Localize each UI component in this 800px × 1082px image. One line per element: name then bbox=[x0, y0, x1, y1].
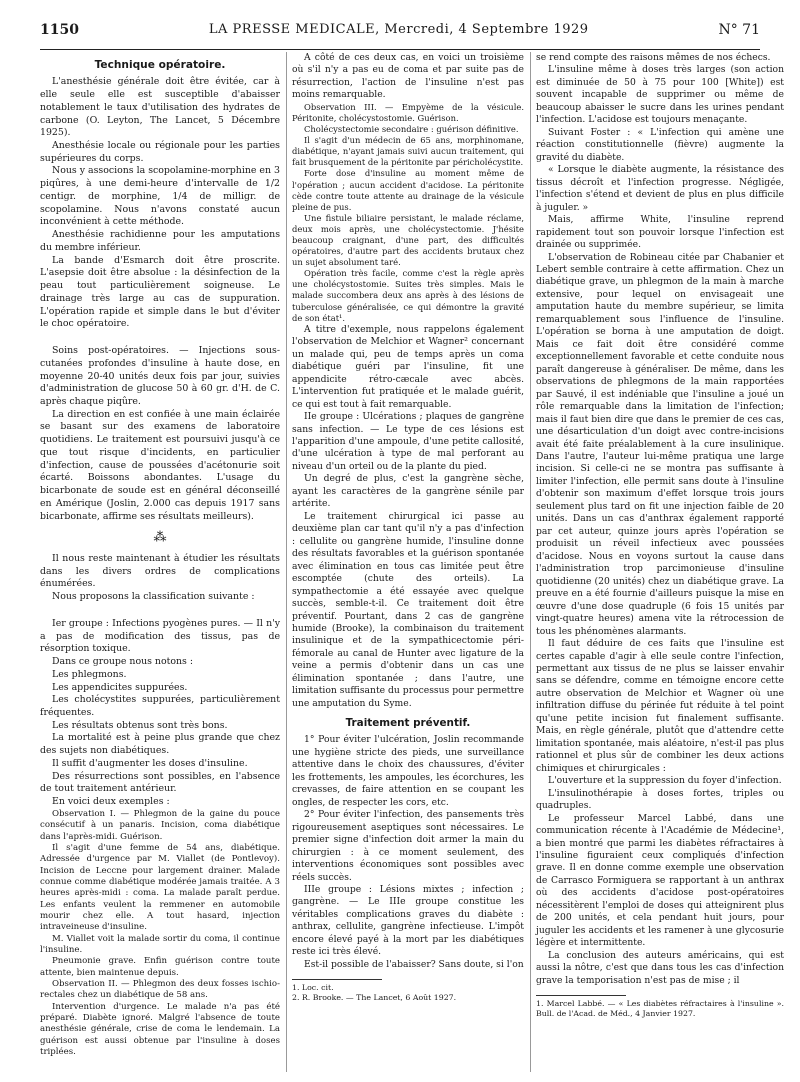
column-3 bbox=[536, 52, 784, 1019]
paragraph: Nous proposons la classification suivante : bbox=[52, 591, 255, 603]
spacer bbox=[40, 331, 280, 345]
paragraph: L'insuline même à doses très larges (son action est diminuée de 50 à 75 pour 100 [White]) est souvent incapable de supprimer ou même de beaucoup abaisser le sucre dans les urines pendant l'infection. L'acidose est toujours menaçante. bbox=[536, 64, 784, 126]
paragraph: se rend compte des raisons mêmes de nos échecs. bbox=[536, 52, 771, 63]
paragraph: Suivant Foster : « L'infection qui amène une réaction constitutionnelle (fièvre) augmente la gravité du diabète. bbox=[536, 126, 784, 163]
journal-title: LA PRESSE MEDICALE, Mercredi, 4 Septembre 1929 bbox=[208, 22, 589, 37]
observation-paragraph: Pneumonie grave. Enfin guérison contre toute attente, bien maintenue depuis. bbox=[40, 956, 280, 978]
observation-paragraph: M. Viallet voit la malade sortir du coma, il continue l'insuline. bbox=[40, 933, 280, 955]
paragraph: A côté de ces deux cas, en voici un troisième où s'il n'y a pas eu de coma et par suite pas de résurrection, l'action de l'insuline n'est pas moins remarquable. bbox=[292, 52, 524, 101]
section-heading: Traitement préventif. bbox=[345, 717, 471, 730]
page-header bbox=[40, 10, 760, 50]
paragraph: L'anesthésie générale doit être évitée, car à elle seule elle est susceptible d'abaisser notablement le taux d'utilisation des hydrates de carbone (O. Leyton, The Lancet, 5 Décembre 1925). bbox=[40, 76, 280, 139]
footnote-rule bbox=[536, 995, 626, 996]
paragraph: Dans ce groupe nous notons : bbox=[52, 656, 194, 668]
observation-paragraph: Il s'agit d'une femme de 54 ans, diabétique. Adressée d'urgence par M. Viallet (de Pontlevoy). Incision de Leccne pour largement drainer. Malade connue comme diabétique modérée jamais traitée. A 3 heures après-midi : coma. La malade paraît perdue. Les enfants veulent la remmener en automobile mourir chez elle. A tout hasard, injection intraveineuse d'insuline. bbox=[40, 842, 280, 933]
observation-paragraph: Cholécystectomie secondaire : guérison définitive. bbox=[304, 124, 519, 135]
page-number: 1150 bbox=[40, 21, 79, 38]
section-break: ⁂ bbox=[153, 530, 167, 546]
column-divider bbox=[530, 52, 531, 1072]
paragraph: Nous y associons la scopolamine-morphine en 3 piqûres, à une demi-heure d'intervalle de 1/2 centigr. de morphine, 1/4 de milligr. de scopolamine. Nous n'avons constaté aucun inconvénient à cette méthode. bbox=[40, 165, 280, 228]
paragraph: Anesthésie locale ou régionale pour les parties supérieures du corps. bbox=[40, 140, 280, 164]
spacer bbox=[40, 604, 280, 618]
paragraph: Il suffit d'augmenter les doses d'insuline. bbox=[52, 757, 248, 769]
paragraph: La conclusion des auteurs américains, qui est aussi la nôtre, c'est que dans tous les cas d'infection grave la temporisation n'est pas de mise ; il bbox=[536, 949, 784, 986]
paragraph: L'ouverture et la suppression du foyer d'infection. bbox=[548, 775, 782, 787]
paragraph: Les phlegmons. bbox=[52, 668, 127, 680]
footnote: 2. R. Brooke. — The Lancet, 6 Août 1927. bbox=[292, 993, 457, 1003]
paragraph: « Lorsque le diabète augmente, la résistance des tissus décroît et l'infection progresse. Négligée, l'infection s'étend et devient de plus en plus difficile à juguler. » bbox=[536, 164, 784, 213]
footnote-rule bbox=[292, 979, 382, 980]
observation-paragraph: Une fistule biliaire persistant, le malade réclame, deux mois après, une cholécystectomie. J'hésite beaucoup craignant, d'une part, des difficultés opératoires, d'autre part des accidents brutaux chez un sujet absolument taré. bbox=[292, 212, 524, 268]
observation-paragraph: Intervention d'urgence. Le malade n'a pas été préparé. Diabète ignoré. Malgré l'absence de toute anesthésie générale, crise de coma le lendemain. La guérison est aussi obtenue par l'insuline à doses triplées. bbox=[40, 1001, 280, 1058]
paragraph: La direction en est confiée à une main éclairée se basant sur des examens de laboratoire quotidiens. Le traitement est poursuivi jusqu'à ce que tout risque d'incidents, en particulier d'infection, cause de poussées d'acétonurie soit écarté. Boissons abondantes. L'usage du bicarbonate de soude est en général déconseillé en Amérique (Joslin, 2.000 cas depuis 1917 sans bicarbonate, affirme ses résultats meilleurs). bbox=[40, 408, 280, 522]
section-heading: Technique opératoire. bbox=[94, 59, 226, 71]
observation-paragraph: Forte dose d'insuline au moment même de l'opération ; aucun accident d'acidose. La péritonite cède contre toute attente au drainage de la vésicule pleine de pus. bbox=[292, 168, 524, 212]
paragraph: Les cholécystites suppurées, particulièrement fréquentes. bbox=[40, 694, 280, 718]
paragraph: L'observation de Robineau citée par Chabanier et Lebert semble contraire à cette affirmation. Chez un diabétique grave, un phlegmon de la main à marche extensive, pour lequel on envisageait une amputation haute du membre supérieur, se limita remarquablement sous l'influence de l'insuline. L'opération se borna à une amputation de doigt. Mais ce fait doit être considéré comme exceptionnellement favorable et cette conduite nous paraît dangereuse à généraliser. De même, dans les observations de phlegmons de la main rapportées par Sauvé, il est indéniable que l'insuline a joué un rôle remarquable dans la limitation de l'infection; mais il faut bien dire que dans le premier de ces cas, une désarticulation d'un doigt avec contre-incisions avait été faite préalablement à la cure insulinique. Dans l'autre, l'auteur lui-même pratiqua une large incision. Si celle-ci ne se montra pas suffisante à limiter l'infection, elle permit sans doute à l'insuline d'obtenir son maximum d'effet lorsque trois jours seulement plus tard on fit une injection faible de 20 unités. Dans un cas d'anthrax également rapporté par cet auteur, quinze jours après l'opération se produisit un réveil infectieux avec poussées d'acidose. Nous en voyons surtout la cause dans l'administration trop parcimonieuse d'insuline quotidienne (20 unités) chez un diabétique grave. La preuve en a été fournie d'ailleurs puisque la mise en œuvre d'une dose quadruple (6 fois 15 unités par vingt-quatre heures) amena vite la rétrocession de tous les phénomènes alarmants. bbox=[536, 251, 784, 637]
paragraph: Des résurrections sont possibles, en l'absence de tout traitement antérieur. bbox=[40, 770, 280, 795]
observation-paragraph: Observation II. — Phlegmon des deux fosses ischio-rectales chez un diabétique de 58 ans. bbox=[40, 979, 280, 1001]
observation-paragraph: Opération très facile, comme c'est la règle après une cholécystostomie. Suites très simples. Mais le malade succombera deux ans après à des lésions de tuberculose généralisée, ce qui démontre la gravité de son état¹. bbox=[292, 268, 524, 323]
issue-number: N° 71 bbox=[718, 21, 760, 38]
paragraph: Les appendicites suppurées. bbox=[52, 681, 188, 693]
paragraph: La bande d'Esmarch doit être proscrite. L'asepsie doit être absolue : la désinfection de la peau tout particulièrement soigneuse. Le drainage très large au cas de suppuration. L'opération rapide et simple dans le but d'éviter le choc opératoire. bbox=[40, 254, 280, 330]
paragraph: Il nous reste maintenant à étudier les résultats dans les divers ordres de complications énumérées. bbox=[40, 552, 280, 590]
paragraph: 2° Pour éviter l'infection, des pansements très rigoureusement aseptiques sont nécessaires. Le premier signe d'infection doit armer la main du chirurgien : à ce moment seulement, des interventions économiques sont possibles avec réels succès. bbox=[292, 809, 524, 883]
paragraph: La mortalité est à peine plus grande que chez des sujets non diabétiques. bbox=[40, 732, 280, 757]
paragraph: Le professeur Marcel Labbé, dans une communication récente à l'Académie de Médecine¹, a bien montré que parmi les diabètes réfractaires à l'insuline figuraient ceux compliqués d'infection grave. Il en donne comme exemple une observation de Carrasco Formiguera se rapportant à un anthrax où des accidents d'acidose post-opératoires nécessitèrent l'emploi de doses qui atteignirent plus de 200 unités, et cela pendant huit jours, pour juguler les accidents et les ramener à une glycosurie légère et intermittente. bbox=[536, 812, 784, 949]
paragraph: Un degré de plus, c'est la gangrène sèche, ayant les caractères de la gangrène sénile par artérite. bbox=[292, 473, 524, 510]
column-2 bbox=[292, 52, 524, 1004]
paragraph: Est-il possible de l'abaisser? Sans doute, si l'on bbox=[304, 958, 524, 970]
paragraph: Ier groupe : Infections pyogènes pures. — Il n'y a pas de modification des tissus, pas de résorption toxique. bbox=[40, 617, 280, 655]
paragraph: L'insulinothérapie à doses fortes, triples ou quadruples. bbox=[536, 787, 784, 812]
paragraph: Soins post-opératoires. — Injections sous-cutanées profondes d'insuline à haute dose, en moyenne 20-40 unités deux fois par jour, suivies d'administration de glucose 50 à 60 gr. d'H. de C. après chaque piqûre. bbox=[40, 345, 280, 407]
paragraph: IIIe groupe : Lésions mixtes ; infection ; gangrène. — Le IIIe groupe constitue les véritables complications graves du diabète : anthrax, cellulite, gangrène infectieuse. L'impôt encore élevé payé à la mort par les diabétiques reste ici très élevé. bbox=[292, 884, 524, 958]
paragraph: Il faut déduire de ces faits que l'insuline est certes capable d'agir à elle seule contre l'infection, permettant aux tissus de ne plus se laisser envahir sans se défendre, comme en témoigne encore cette autre observation de Melchior et Wagner où une infiltration diffuse du périnée fut réduite à tel point qu'une petite incision fut finalement suffisante. Mais, en règle générale, plutôt que d'attendre cette limitation spontanée, mais aléatoire, n'est-il pas plus rationnel et plus sûr de combiner les deux actions chimiques et chirurgicales : bbox=[536, 638, 784, 774]
observation-paragraph: Observation I. — Phlegmon de la gaine du pouce consécutif à un panaris. Incision, coma diabétique dans l'après-midi. Guérison. bbox=[40, 808, 280, 842]
paragraph: 1° Pour éviter l'ulcération, Joslin recommande une hygiène stricte des pieds, une surveillance attentive dans le choix des chaussures, d'éviter les frottements, les ampoules, les écorchures, les crevasses, de faire attention en se coupant les ongles, de respecter les cors, etc. bbox=[292, 734, 524, 808]
footnote: 1. Loc. cit. bbox=[292, 983, 334, 993]
paragraph: Les résultats obtenus sont très bons. bbox=[52, 719, 228, 731]
observation-paragraph: Il s'agit d'un médecin de 65 ans, morphinomane, diabétique, n'ayant jamais suivi aucun traitement, qui fait brusquement de la péritonite par péricholécystite. bbox=[292, 135, 524, 168]
paragraph: A titre d'exemple, nous rappelons également l'observation de Melchior et Wagner² concernant un malade qui, peu de temps après un coma diabétique guéri par l'insuline, fit une appendicite rétro-cæcale avec abcès. L'intervention fut pratiquée et le malade guérit, ce qui est tout à fait remarquable. bbox=[292, 323, 524, 410]
paragraph: En voici deux exemples : bbox=[52, 796, 170, 808]
observation-paragraph: Observation III. — Empyème de la vésicule. Péritonite, cholécystostomie. Guérison. bbox=[292, 101, 524, 123]
paragraph: Mais, affirme White, l'insuline reprend rapidement tout son pouvoir lorsque l'infection est drainée ou supprimée. bbox=[536, 214, 784, 251]
footnote: 1. Marcel Labbé. — « Les diabètes réfractaires à l'insuline ». Bull. de l'Acad. de Méd., 4 Janvier 1927. bbox=[536, 999, 784, 1019]
column-divider bbox=[286, 52, 287, 1072]
paragraph: Le traitement chirurgical ici passe au deuxième plan car tant qu'il n'y a pas d'infection : cellulite ou gangrène humide, l'insuline donne des résultats favorables et la guérison spontanée avec élimination en tous cas limitée peut être escomptée (chute des orteils). La sympathectomie a été essayée avec quelque succès, semble-t-il. Ce traitement doit être préventif. Pourtant, dans 2 cas de gangrène humide (Brooke), la combinaison du traitement insulinique et de la sympathicectomie péri-fémorale au canal de Hunter avec ligature de la veine a permis d'obtenir dans un cas une élimination spontanée ; dans l'autre, une limitation suffisante du processus pour permettre une amputation du Syme. bbox=[292, 510, 524, 709]
column-1 bbox=[40, 52, 280, 1058]
paragraph: Anesthésie rachidienne pour les amputations du membre inférieur. bbox=[40, 229, 280, 253]
paragraph: IIe groupe : Ulcérations ; plaques de gangrène sans infection. — Le type de ces lésions est l'apparition d'une ampoule, d'une petite callosité, d'une ulcération à type de mal perforant au niveau d'un orteil ou de la plante du pied. bbox=[292, 411, 524, 472]
